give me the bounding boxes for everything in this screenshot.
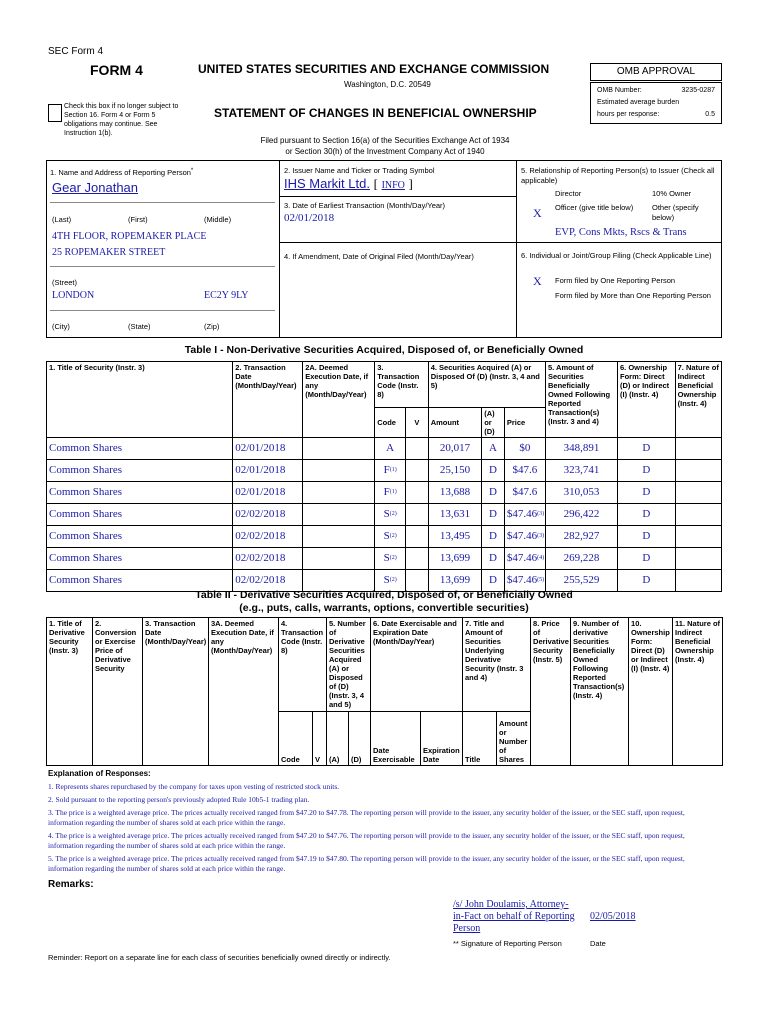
t2-h3: 3. Transaction Date (Month/Day/Year) — [143, 618, 209, 766]
no-longer-subject-checkbox[interactable] — [48, 104, 62, 122]
cell-value: 13,699 — [439, 574, 471, 586]
non-derivative-table — [46, 361, 722, 592]
cell-value: $47.6 — [512, 464, 538, 476]
table-cell — [545, 460, 617, 482]
t1-h-form: 6. Ownership Form: Direct (D) or Indirect (I) (Instr. 4) — [618, 362, 676, 438]
cell-value: 02/01/2018 — [235, 486, 286, 498]
table-cell — [504, 438, 545, 460]
t1-h-price: Price — [504, 408, 545, 438]
bracket-close: ] — [408, 176, 413, 191]
table-cell — [618, 526, 676, 548]
cell-value: 269,228 — [563, 552, 600, 564]
table-row — [47, 460, 722, 482]
signature-line2: in-Fact on behalf of Reporting — [453, 911, 575, 922]
box6-label: 6. Individual or Joint/Group Filing (Check Applicable Line) — [521, 251, 712, 260]
table-cell — [545, 438, 617, 460]
date-label: Date — [590, 939, 606, 948]
table-cell — [233, 526, 303, 548]
omb-number-label: OMB Number: — [597, 87, 642, 94]
t1-h-code-sub: Code — [375, 408, 406, 438]
footnote-ref: (5) — [537, 577, 545, 583]
t1-h-nature: 7. Nature of Indirect Beneficial Ownership (Instr. 4) — [675, 362, 721, 438]
cell-value: 282,927 — [563, 530, 600, 542]
city-value: LONDON — [52, 290, 95, 301]
table-cell — [47, 504, 233, 526]
zip-value: EC2Y 9LY — [204, 290, 249, 301]
box1-label: 1. Name and Address of Reporting Person* — [50, 168, 194, 177]
cell-value: D — [642, 486, 651, 498]
t2-h10: 10. Ownership Form: Direct (D) or Indirect (I) (Instr. 4) — [629, 618, 673, 766]
table-cell — [406, 548, 429, 570]
signature-line3: Person — [453, 923, 481, 934]
middle-label: (Middle) — [204, 215, 232, 224]
t1-h-acquired: 4. Securities Acquired (A) or Disposed Of (D) (Instr. 3, 4 and 5) — [428, 362, 545, 408]
table-cell — [375, 482, 406, 504]
t1-h-date: 2. Transaction Date (Month/Day/Year) — [233, 362, 303, 438]
cell-value: 323,741 — [563, 464, 600, 476]
omb-approval-box — [590, 63, 722, 81]
cell-value: 02/01/2018 — [235, 464, 286, 476]
table-cell — [482, 460, 505, 482]
box4-label: 4. If Amendment, Date of Original Filed (Month/Day/Year) — [284, 252, 474, 261]
cell-value: F — [383, 464, 390, 476]
footnote-ref: (3) — [537, 533, 545, 539]
footnote-ref: (4) — [537, 555, 545, 561]
table-cell — [47, 438, 233, 460]
table-cell — [675, 526, 721, 548]
table-cell — [618, 482, 676, 504]
footnote-ref: (2) — [389, 555, 397, 561]
address-line2: 25 ROPEMAKER STREET — [52, 247, 166, 258]
divider — [516, 160, 517, 338]
omb-number: 3235-0287 — [681, 87, 715, 94]
cell-value: Common Shares — [49, 574, 123, 586]
cell-value: Common Shares — [49, 464, 123, 476]
table-cell — [618, 548, 676, 570]
table-row — [47, 504, 722, 526]
cell-value: 296,422 — [563, 508, 600, 520]
last-label: (Last) — [52, 215, 72, 224]
cell-value: S — [383, 508, 390, 520]
cell-value: $47.6 — [512, 486, 538, 498]
cell-value: S — [383, 530, 390, 542]
cell-value: 13,495 — [439, 530, 471, 542]
footnote-ref: (1) — [389, 467, 397, 473]
other-label: Other (specify below) — [652, 203, 699, 222]
table-cell — [482, 504, 505, 526]
table-row — [47, 438, 722, 460]
divider — [279, 196, 516, 197]
table-cell — [47, 548, 233, 570]
table-cell — [675, 504, 721, 526]
form-number: FORM 4 — [90, 62, 143, 78]
footnote-item: 5. The price is a weighted average price. The prices actually received ranged from $47.19 to $47.80. The reporting person will provide to the issuer, any security holder of the issuer, or the SEC staff, upon request, information regarding the number of shares sold at each price within the range. — [48, 854, 685, 873]
reporting-person-name-link[interactable]: Gear Jonathan — [52, 180, 139, 195]
address-line1: 4TH FLOOR, ROPEMAKER PLACE — [52, 231, 207, 242]
omb-details — [590, 82, 722, 124]
table-cell — [233, 504, 303, 526]
footnote-ref: (2) — [389, 533, 397, 539]
table-cell — [618, 438, 676, 460]
zip-label: (Zip) — [204, 322, 220, 331]
table-cell — [375, 460, 406, 482]
table-cell — [675, 438, 721, 460]
first-label: (First) — [128, 215, 148, 224]
t1-h-v: V — [406, 408, 429, 438]
table-cell — [428, 438, 482, 460]
table-cell — [375, 504, 406, 526]
table-cell — [233, 460, 303, 482]
table-cell — [482, 482, 505, 504]
cell-value: D — [489, 574, 497, 586]
t1-h-aord: (A) or (D) — [482, 408, 505, 438]
table-cell — [545, 482, 617, 504]
table-cell — [406, 438, 429, 460]
cell-value: $47.46 — [506, 508, 538, 520]
signature-link[interactable] — [453, 899, 575, 935]
table-cell — [406, 504, 429, 526]
table1-title: Table I - Non-Derivative Securities Acquired, Disposed of, or Beneficially Owned — [184, 344, 584, 356]
table-row — [47, 526, 722, 548]
box5-label: 5. Relationship of Reporting Person(s) to Issuer (Check all applicable) — [521, 166, 715, 185]
cell-value: D — [642, 508, 651, 520]
omb-title: OMB APPROVAL — [616, 66, 696, 77]
cell-value: Common Shares — [49, 442, 123, 454]
footnote-ref: (1) — [389, 489, 397, 495]
director-label: Director — [555, 189, 582, 198]
cell-value: D — [489, 530, 497, 542]
cell-value: Common Shares — [49, 486, 123, 498]
table-cell — [428, 482, 482, 504]
cell-value: D — [489, 486, 497, 498]
table-row — [47, 482, 722, 504]
cell-value: 13,699 — [439, 552, 471, 564]
cell-value: 13,688 — [439, 486, 471, 498]
statement-title: STATEMENT OF CHANGES IN BENEFICIAL OWNERSHIP — [214, 106, 537, 120]
cell-value: D — [642, 464, 651, 476]
table-cell — [428, 548, 482, 570]
footnotes — [48, 782, 718, 877]
checkbox-instructions: Check this box if no longer subject to Section 16. Form 4 or Form 5 obligations may continue. See Instruction 1(b). — [64, 103, 179, 137]
table-cell — [375, 548, 406, 570]
table2-title1: Table II - Derivative Securities Acquired, Disposed of, or Beneficially Owned — [195, 589, 573, 601]
t2-title: Title — [463, 712, 497, 766]
one-person-mark: X — [533, 274, 542, 288]
cell-value: $0 — [519, 442, 531, 454]
table-cell — [375, 526, 406, 548]
issuer-name-link[interactable]: IHS Markit Ltd. — [284, 176, 370, 191]
cell-value: F — [383, 486, 390, 498]
issuer-line — [284, 176, 413, 192]
table-cell — [504, 482, 545, 504]
cell-value: D — [642, 530, 651, 542]
cell-value: D — [489, 508, 497, 520]
divider — [50, 266, 275, 267]
cell-value: 25,150 — [439, 464, 471, 476]
table-cell — [406, 460, 429, 482]
t2-d: (D) — [349, 712, 371, 766]
table-cell — [482, 526, 505, 548]
divider — [50, 202, 275, 203]
t2-h1: 1. Title of Derivative Security (Instr. 3) — [47, 618, 93, 766]
table-cell — [375, 438, 406, 460]
cell-value: 310,053 — [563, 486, 600, 498]
omb-hours: 0.5 — [705, 111, 715, 118]
box3-label: 3. Date of Earliest Transaction (Month/Day/Year) — [284, 201, 446, 210]
t2-h11: 11. Nature of Indirect Beneficial Ownership (Instr. 4) — [673, 618, 723, 766]
table-cell — [482, 548, 505, 570]
table-cell — [675, 482, 721, 504]
filed-pursuant-line1: Filed pursuant to Section 16(a) of the Securities Exchange Act of 1934 — [260, 136, 510, 145]
table-cell — [47, 460, 233, 482]
box2-label: 2. Issuer Name and Ticker or Trading Symbol — [284, 166, 435, 175]
table-cell — [675, 460, 721, 482]
cell-value: $47.46 — [506, 574, 538, 586]
t2-date-exercisable: Date Exercisable — [371, 712, 421, 766]
table-cell — [233, 438, 303, 460]
footnote-item: 4. The price is a weighted average price. The prices actually received ranged from $47.20 to $47.76. The reporting person will provide to the issuer, any security holder of the issuer, or the SEC staff, upon request, information regarding the number of shares sold at each price within the range. — [48, 831, 685, 850]
table-cell — [47, 482, 233, 504]
cell-value: A — [489, 442, 497, 454]
earliest-transaction-date: 02/01/2018 — [284, 212, 335, 224]
cell-value: 02/01/2018 — [235, 442, 286, 454]
one-person-label: Form filed by One Reporting Person — [555, 276, 676, 285]
t2-h3a: 3A. Deemed Execution Date, if any (Month/Day/Year) — [209, 618, 279, 766]
table-cell — [618, 460, 676, 482]
footnote-ref: (3) — [537, 511, 545, 517]
commission-title: UNITED STATES SECURITIES AND EXCHANGE COMMISSION — [198, 62, 550, 76]
cell-value: D — [489, 552, 497, 564]
divider — [50, 310, 275, 311]
cell-value: $47.46 — [506, 530, 538, 542]
signature-date: 02/05/2018 — [590, 911, 636, 922]
table-row — [47, 548, 722, 570]
divider — [279, 160, 280, 338]
table-cell — [428, 460, 482, 482]
table-cell — [545, 526, 617, 548]
t1-h-title: 1. Title of Security (Instr. 3) — [47, 362, 233, 438]
cell-value: Common Shares — [49, 508, 123, 520]
cell-value: $47.46 — [506, 552, 538, 564]
table-cell — [504, 526, 545, 548]
cell-value: Common Shares — [49, 530, 123, 542]
cell-value: A — [386, 442, 395, 454]
t2-h7: 7. Title and Amount of Securities Underlying Derivative Security (Instr. 3 and 4) — [463, 618, 531, 712]
officer-mark: X — [533, 206, 542, 220]
ten-percent-owner-label: 10% Owner — [652, 189, 692, 198]
table-cell — [545, 504, 617, 526]
t2-h9: 9. Number of derivative Securities Beneficially Owned Following Reported Transaction(s) (Instr. 4) — [571, 618, 629, 766]
street-label: (Street) — [52, 278, 78, 287]
t2-h5: 5. Number of Derivative Securities Acquired (A) or Disposed of (D) (Instr. 3, 4 and 5) — [327, 618, 371, 712]
t2-h4: 4. Transaction Code (Instr. 8) — [279, 618, 327, 712]
cell-value: 255,529 — [563, 574, 600, 586]
footnote-item: 1. Represents shares repurchased by the company for taxes upon vesting of restricted stock units. — [48, 782, 340, 791]
table-cell — [504, 504, 545, 526]
cell-value: D — [642, 442, 651, 454]
table-cell — [303, 526, 375, 548]
t2-amount-shares: Amount or Number of Shares — [497, 712, 531, 766]
filed-pursuant-line2: or Section 30(h) of the Investment Company Act of 1940 — [285, 147, 485, 156]
table-cell — [545, 548, 617, 570]
cell-value: 02/02/2018 — [235, 508, 286, 520]
signature-label: ** Signature of Reporting Person — [453, 939, 562, 948]
table-cell — [233, 548, 303, 570]
t2-h8: 8. Price of Derivative Security (Instr. 5) — [531, 618, 571, 766]
table-cell — [428, 526, 482, 548]
omb-hours-label: hours per response: — [597, 111, 660, 118]
officer-title: EVP, Cons Mkts, Rscs & Trans — [555, 227, 687, 238]
table-cell — [303, 438, 375, 460]
table-cell — [233, 482, 303, 504]
cell-value: 20,017 — [439, 442, 471, 454]
cell-value: 13,631 — [439, 508, 471, 520]
table-cell — [406, 482, 429, 504]
t1-h-code: 3. Transaction Code (Instr. 8) — [375, 362, 428, 408]
cell-value: Common Shares — [49, 552, 123, 564]
table-cell — [482, 438, 505, 460]
cell-value: D — [489, 464, 497, 476]
table-cell — [428, 504, 482, 526]
more-than-one-label: Form filed by More than One Reporting Person — [555, 291, 711, 300]
table-cell — [303, 460, 375, 482]
t1-h-amount: Amount — [428, 408, 482, 438]
cell-value: D — [642, 574, 651, 586]
table-cell — [47, 526, 233, 548]
table2-title2: (e.g., puts, calls, warrants, options, convertible securities) — [239, 602, 529, 614]
table-cell — [303, 482, 375, 504]
t2-v: V — [313, 712, 327, 766]
cell-value: S — [383, 574, 390, 586]
ticker-link[interactable]: INFO — [381, 180, 405, 191]
table-cell — [303, 504, 375, 526]
t2-code: Code — [279, 712, 313, 766]
explanation-title: Explanation of Responses: — [48, 769, 151, 778]
cell-value: D — [642, 552, 651, 564]
table-cell — [303, 548, 375, 570]
omb-burden-label: Estimated average burden — [597, 99, 680, 106]
cell-value: 02/02/2018 — [235, 574, 286, 586]
officer-label: Officer (give title below) — [555, 203, 634, 212]
table-cell — [504, 548, 545, 570]
table-cell — [406, 526, 429, 548]
commission-city: Washington, D.C. 20549 — [344, 80, 431, 89]
footnote-item: 2. Sold pursuant to the reporting person's previously adopted Rule 10b5-1 trading plan. — [48, 795, 310, 804]
t1-h-deemed: 2A. Deemed Execution Date, if any (Month/Day/Year) — [303, 362, 375, 438]
t1-h-owned: 5. Amount of Securities Beneficially Owned Following Reported Transaction(s) (Instr. 3 and 4) — [545, 362, 617, 438]
reminder-text: Reminder: Report on a separate line for each class of securities beneficially owned directly or indirectly. — [48, 953, 391, 962]
cell-value: 02/02/2018 — [235, 530, 286, 542]
form-type-label: SEC Form 4 — [48, 46, 104, 57]
table-cell — [504, 460, 545, 482]
footnote-ref: (2) — [389, 577, 397, 583]
footnote-ref: (2) — [389, 511, 397, 517]
cell-value: 02/02/2018 — [235, 552, 286, 564]
state-label: (State) — [128, 322, 151, 331]
city-label: (City) — [52, 322, 70, 331]
derivative-table — [46, 617, 723, 766]
t2-expiration-date: Expiration Date — [421, 712, 463, 766]
divider — [279, 242, 516, 243]
divider — [516, 242, 722, 243]
t2-a: (A) — [327, 712, 349, 766]
t2-h6: 6. Date Exercisable and Expiration Date (Month/Day/Year) — [371, 618, 463, 712]
signature-line1: /s/ John Doulamis, Attorney- — [453, 899, 569, 910]
table-cell — [675, 548, 721, 570]
bracket-open: [ — [373, 176, 378, 191]
t2-h2: 2. Conversion or Exercise Price of Derivative Security — [93, 618, 143, 766]
cell-value: 348,891 — [563, 442, 600, 454]
footnote-item: 3. The price is a weighted average price. The prices actually received ranged from $47.20 to $47.78. The reporting person will provide to the issuer, any security holder of the issuer, or the SEC staff, upon request, information regarding the number of shares sold at each price within the range. — [48, 808, 685, 827]
table-cell — [618, 504, 676, 526]
remarks-label: Remarks: — [48, 879, 94, 890]
cell-value: S — [383, 552, 390, 564]
